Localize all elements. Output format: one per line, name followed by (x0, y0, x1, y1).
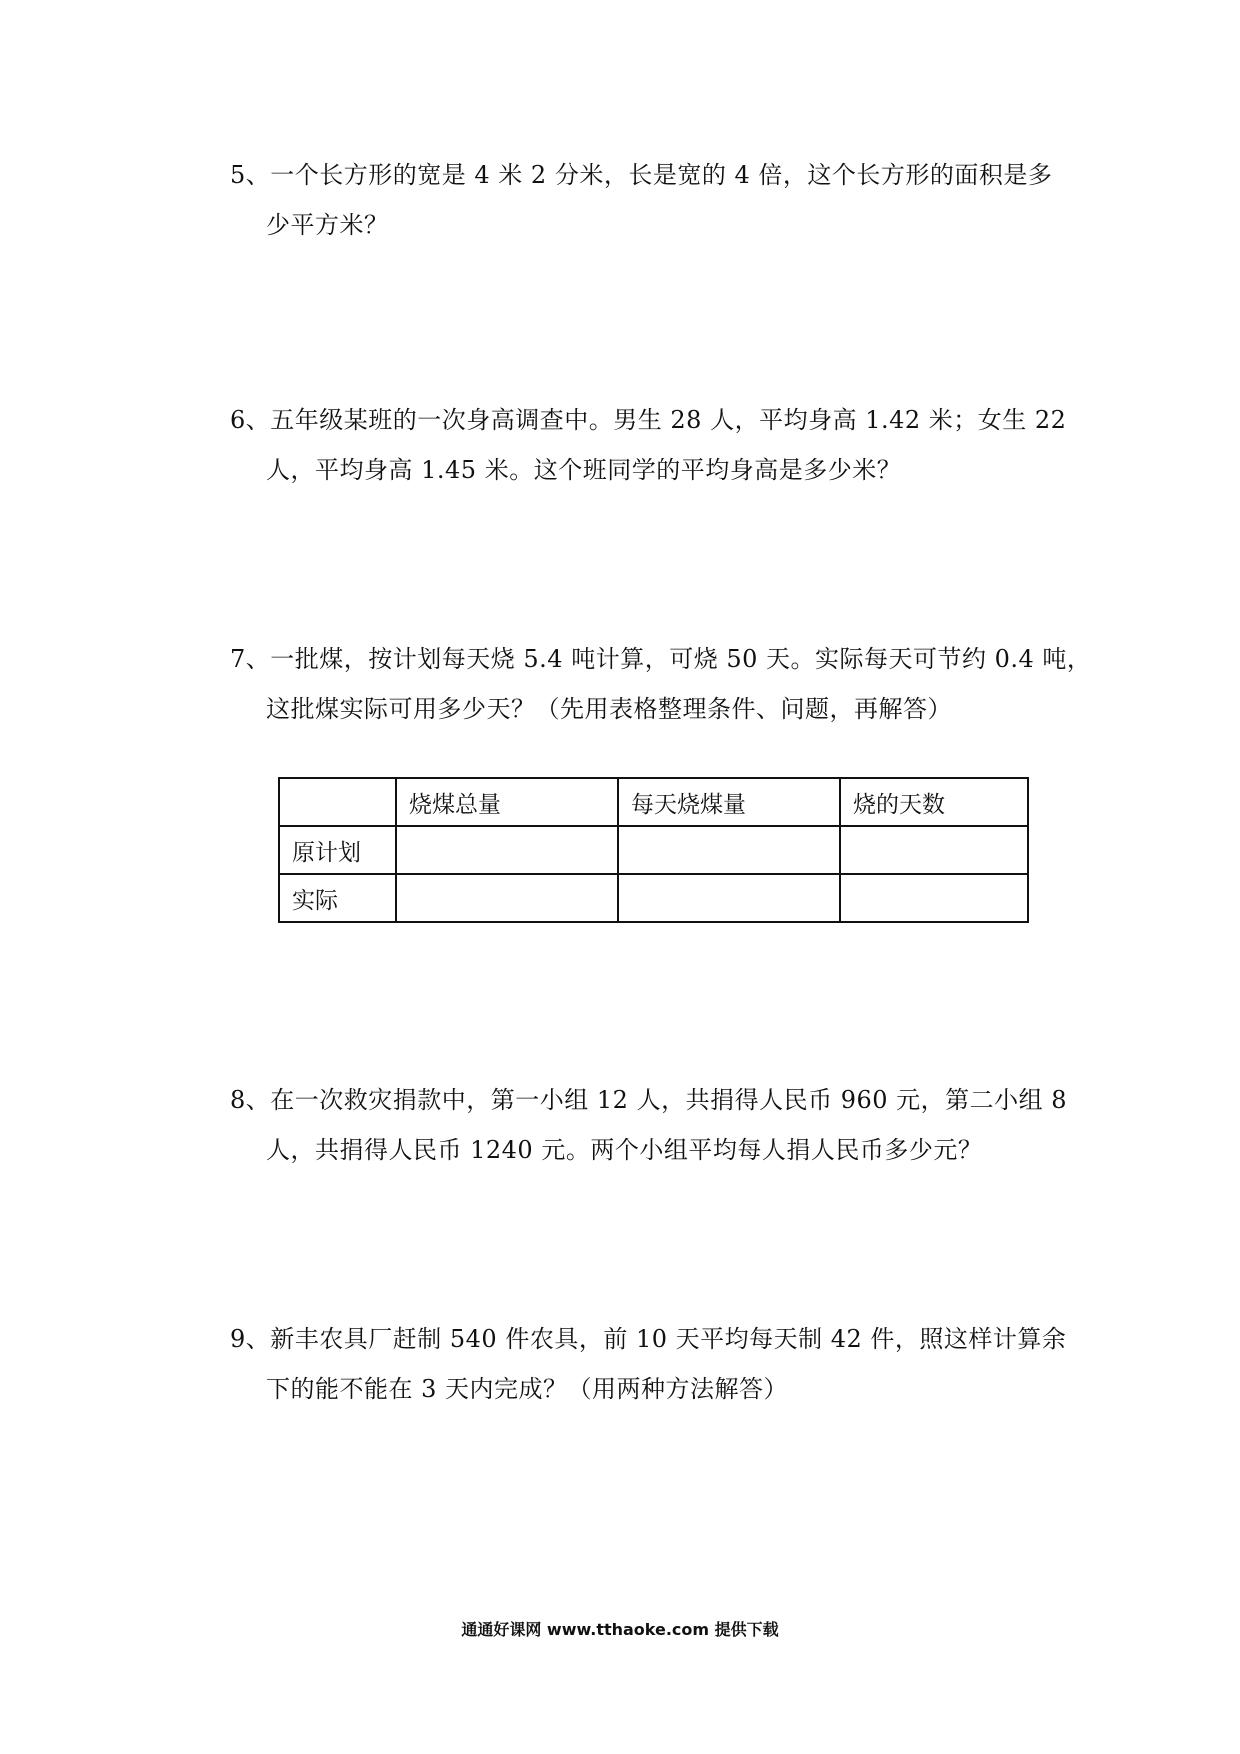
question-9 (230, 1314, 1067, 1414)
question-8-line-1: 8、在一次救灾捐款中，第一小组 12 人，共捐得人民币 960 元，第二小组 8 (230, 1086, 1068, 1114)
question-6-line-2: 人，平均身高 1.45 米。这个班同学的平均身高是多少米？ (266, 456, 902, 484)
table-cell (618, 826, 840, 874)
question-9-line-2: 下的能不能在 3 天内完成？（用两种方法解答） (266, 1375, 789, 1403)
table-header-cell: 烧煤总量 (396, 778, 618, 826)
question-5-line-1: 5、一个长方形的宽是 4 米 2 分米，长是宽的 4 倍，这个长方形的面积是多 (230, 161, 1053, 189)
table-cell (840, 826, 1028, 874)
table-row (279, 874, 1028, 922)
page-footer: 通通好课网 www.tthaoke.com 提供下载 (461, 1620, 779, 1639)
table-cell (396, 874, 618, 922)
question-6-line-1: 6、五年级某班的一次身高调查中。男生 28 人，平均身高 1.42 米；女生 22 (230, 406, 1067, 434)
question-5-line-2: 少平方米？ (266, 211, 389, 239)
table-header-cell (279, 778, 396, 826)
condition-table (278, 777, 1029, 923)
question-7-line-1: 7、一批煤，按计划每天烧 5.4 吨计算，可烧 50 天。实际每天可节约 0.4 吨， (230, 645, 1092, 673)
question-8 (230, 1075, 1068, 1175)
question-5 (230, 150, 1053, 250)
table-row-label: 实际 (279, 874, 396, 922)
question-6 (230, 395, 1067, 495)
question-9-line-1: 9、新丰农具厂赶制 540 件农具，前 10 天平均每天制 42 件，照这样计算余 (230, 1325, 1067, 1353)
table-cell (396, 826, 618, 874)
table-header-row (279, 778, 1028, 826)
table-row-label: 原计划 (279, 826, 396, 874)
table-row (279, 826, 1028, 874)
table-cell (618, 874, 840, 922)
question-7-line-2: 这批煤实际可用多少天？（先用表格整理条件、问题，再解答） (266, 695, 952, 723)
question-7 (230, 634, 1092, 734)
table-cell (840, 874, 1028, 922)
table-header-cell: 烧的天数 (840, 778, 1028, 826)
question-8-line-2: 人，共捐得人民币 1240 元。两个小组平均每人捐人民币多少元？ (266, 1136, 983, 1164)
table-header-cell: 每天烧煤量 (618, 778, 840, 826)
